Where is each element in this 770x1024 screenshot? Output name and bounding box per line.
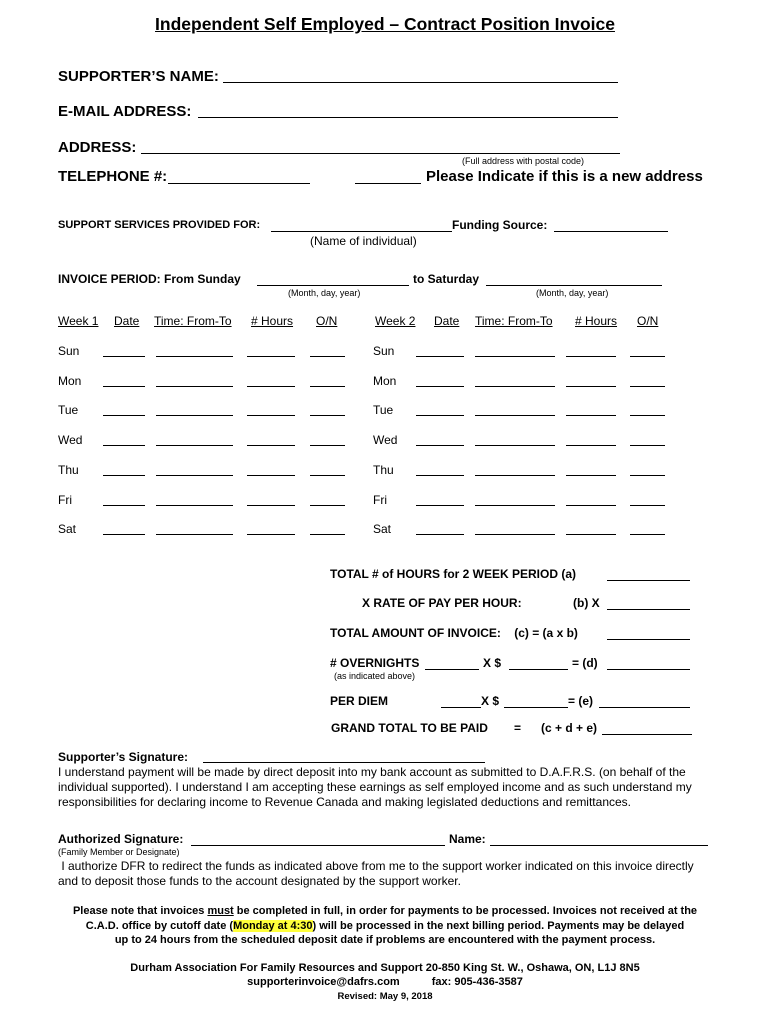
support-provided-label: SUPPORT SERVICES PROVIDED FOR: xyxy=(58,219,261,231)
week1-on-field[interactable] xyxy=(310,386,345,387)
week2-day-label: Thu xyxy=(373,462,394,477)
new-address-field[interactable] xyxy=(355,183,421,184)
invoice-period-label: INVOICE PERIOD: From Sunday xyxy=(58,272,241,286)
week2-time-field[interactable] xyxy=(475,356,555,357)
rate-label: X RATE OF PAY PER HOUR: xyxy=(362,596,522,610)
week2-hours-field[interactable] xyxy=(566,475,616,476)
week2-time-field[interactable] xyxy=(475,415,555,416)
rate-field[interactable] xyxy=(607,609,690,610)
week1-date-field[interactable] xyxy=(103,475,145,476)
week1-title: Week 1 xyxy=(58,314,99,328)
week2-time-header: Time: From-To xyxy=(475,314,553,328)
week2-time-field[interactable] xyxy=(475,386,555,387)
week1-date-field[interactable] xyxy=(103,505,145,506)
grand-total-formula: = (c + d + e) xyxy=(514,721,598,735)
rate-code: (b) X xyxy=(573,596,600,610)
supporter-declaration: I understand payment will be made by direct deposit into my bank account as submitted to D.A.F.R.S. (on behalf of the individual supported). I understand I am accepting these earnings as self employed income and as such understand my responsibilities for declaring income to Revenue Canada and making legislated deductions and remittances. xyxy=(58,765,692,809)
week1-time-field[interactable] xyxy=(156,534,233,535)
supporter-name-row xyxy=(58,68,219,85)
week1-on-header: O/N xyxy=(316,314,338,328)
week2-hours-field[interactable] xyxy=(566,415,616,416)
week1-day-label: Fri xyxy=(58,492,72,507)
week2-on-field[interactable] xyxy=(630,356,665,357)
week1-time-field[interactable] xyxy=(156,505,233,506)
footer xyxy=(0,961,770,1004)
per-diem-total-field[interactable] xyxy=(599,707,690,708)
total-hours-label: TOTAL # of HOURS for 2 WEEK PERIOD (a) xyxy=(330,567,577,581)
supporter-signature-label: Supporter’s Signature: xyxy=(58,750,189,764)
week1-day-label: Sun xyxy=(58,344,80,358)
week2-time-field[interactable] xyxy=(475,534,555,535)
week2-day-label: Fri xyxy=(373,492,387,507)
week1-hours-field[interactable] xyxy=(247,534,295,535)
authorization-text: I authorize DFR to redirect the funds as indicated above from me to the support worker indicated on this invoice directly and to deposit those funds to the account designated by the support worker. xyxy=(58,859,698,888)
email-field[interactable] xyxy=(198,117,618,118)
overnights-rate-field[interactable] xyxy=(509,669,568,670)
week2-date-field[interactable] xyxy=(416,356,464,357)
week2-hours-field[interactable] xyxy=(566,534,616,535)
overnights-d-code: = (d) xyxy=(572,656,598,670)
total-amount-field[interactable] xyxy=(607,639,690,640)
week1-on-field[interactable] xyxy=(310,415,345,416)
week2-on-field[interactable] xyxy=(630,475,665,476)
week2-day-label: Mon xyxy=(373,373,397,388)
week1-time-header: Time: From-To xyxy=(154,314,232,328)
footer-email: supporterinvoice@dafrs.com xyxy=(247,976,400,988)
notice-text-1: Please note that invoices xyxy=(72,905,208,917)
per-diem-count-field[interactable] xyxy=(441,707,481,708)
notice-highlight: Monday at 4:30 xyxy=(233,919,313,932)
notice-line-3: up to 24 hours from the scheduled deposit date if problems are encountered with the payment process. xyxy=(114,934,656,946)
notice-line-1 xyxy=(0,904,770,919)
from-sunday-field[interactable] xyxy=(257,285,409,286)
notice-text-3: C.A.D. office by cutoff date ( xyxy=(85,919,234,932)
week2-day-label: Sat xyxy=(373,522,392,537)
week1-time-field[interactable] xyxy=(156,415,233,416)
week2-time-field[interactable] xyxy=(475,445,555,446)
week2-day-label: Tue xyxy=(373,403,394,418)
week1-date-field[interactable] xyxy=(103,356,145,357)
week1-hours-field[interactable] xyxy=(247,386,295,387)
per-diem-e-code: = (e) xyxy=(568,694,594,708)
overnights-total-field[interactable] xyxy=(607,669,690,670)
funding-source-field[interactable] xyxy=(554,231,668,232)
week1-date-field[interactable] xyxy=(103,534,145,535)
new-address-label: Please Indicate if this is a new address xyxy=(426,168,703,185)
week2-date-field[interactable] xyxy=(416,505,464,506)
week1-hours-header: # Hours xyxy=(251,314,294,328)
week2-on-field[interactable] xyxy=(630,505,665,506)
week1-time-field[interactable] xyxy=(156,386,233,387)
to-saturday-field[interactable] xyxy=(486,285,662,286)
week1-on-field[interactable] xyxy=(310,505,345,506)
address-hint: (Full address with postal code) xyxy=(462,156,585,166)
week2-time-field[interactable] xyxy=(475,505,555,506)
week1-hours-field[interactable] xyxy=(247,475,295,476)
week2-hours-field[interactable] xyxy=(566,386,616,387)
supporter-name-field[interactable] xyxy=(223,82,618,83)
overnights-count-field[interactable] xyxy=(425,669,479,670)
week2-hours-field[interactable] xyxy=(566,505,616,506)
week1-on-field[interactable] xyxy=(310,356,345,357)
telephone-label: TELEPHONE #: xyxy=(58,168,168,185)
week1-date-field[interactable] xyxy=(103,445,145,446)
week1-day-label: Tue xyxy=(58,403,79,418)
telephone-field[interactable] xyxy=(168,183,310,184)
authorized-name-field[interactable] xyxy=(490,845,708,846)
per-diem-rate-field[interactable] xyxy=(504,707,568,708)
week2-on-field[interactable] xyxy=(630,386,665,387)
family-member-hint: (Family Member or Designate) xyxy=(58,847,180,857)
page-title: Independent Self Employed – Contract Position Invoice xyxy=(155,14,615,34)
to-saturday-label: to Saturday xyxy=(413,272,480,286)
grand-total-field[interactable] xyxy=(602,734,692,735)
week1-date-field[interactable] xyxy=(103,415,145,416)
week2-hours-field[interactable] xyxy=(566,356,616,357)
per-diem-x-dollar: X $ xyxy=(481,694,500,708)
week1-time-field[interactable] xyxy=(156,445,233,446)
week2-date-header: Date xyxy=(434,314,460,328)
week1-hours-field[interactable] xyxy=(247,445,295,446)
week1-hours-field[interactable] xyxy=(247,505,295,506)
notice-line-2 xyxy=(0,919,770,934)
supporter-name-label: SUPPORTER’S NAME: xyxy=(58,68,219,85)
email-label: E-MAIL ADDRESS: xyxy=(58,103,192,120)
week1-on-field[interactable] xyxy=(310,445,345,446)
week2-on-field[interactable] xyxy=(630,445,665,446)
week1-hours-field[interactable] xyxy=(247,356,295,357)
as-indicated-hint: (as indicated above) xyxy=(334,671,416,681)
week1-date-header: Date xyxy=(114,314,140,328)
notice xyxy=(0,904,770,948)
notice-text-2: be completed in full, in order for payments to be processed. Invoices not received at the xyxy=(233,905,698,917)
week1-day-label: Thu xyxy=(58,462,79,477)
footer-contact xyxy=(0,975,770,989)
name-hint: (Name of individual) xyxy=(310,234,417,248)
footer-revised: Revised: May 9, 2018 xyxy=(337,991,433,1002)
week2-date-field[interactable] xyxy=(416,445,464,446)
total-hours-field[interactable] xyxy=(607,580,690,581)
supporter-signature-field[interactable] xyxy=(203,762,485,763)
week1-on-field[interactable] xyxy=(310,475,345,476)
week1-on-field[interactable] xyxy=(310,534,345,535)
week2-date-field[interactable] xyxy=(416,386,464,387)
week2-date-field[interactable] xyxy=(416,475,464,476)
authorized-signature-label: Authorized Signature: xyxy=(58,832,184,846)
authorized-signature-field[interactable] xyxy=(191,845,445,846)
overnights-x-dollar: X $ xyxy=(483,656,502,670)
week2-hours-field[interactable] xyxy=(566,445,616,446)
grand-total-label: GRAND TOTAL TO BE PAID xyxy=(331,721,488,735)
week2-time-field[interactable] xyxy=(475,475,555,476)
to-date-hint: (Month, day, year) xyxy=(536,288,609,298)
support-provided-field[interactable] xyxy=(271,231,452,232)
week2-on-header: O/N xyxy=(637,314,659,328)
notice-must: must xyxy=(207,905,234,917)
week1-date-field[interactable] xyxy=(103,386,145,387)
week2-on-field[interactable] xyxy=(630,415,665,416)
funding-source-label: Funding Source: xyxy=(452,218,548,232)
authorized-name-label: Name: xyxy=(449,832,486,846)
week1-day-label: Sat xyxy=(58,522,77,537)
footer-org: Durham Association For Family Resources and Support 20-850 King St. W., Oshawa, ON, L1J 8N5 xyxy=(130,962,640,974)
week2-day-label: Wed xyxy=(373,433,398,448)
footer-fax: fax: 905-436-3587 xyxy=(431,976,523,988)
notice-text-4: ) will be processed in the next billing period. Payments may be delayed xyxy=(312,919,685,932)
week2-hours-header: # Hours xyxy=(575,314,618,328)
address-field[interactable] xyxy=(141,153,620,154)
week1-time-field[interactable] xyxy=(156,475,233,476)
address-label: ADDRESS: xyxy=(58,139,137,156)
week1-day-label: Wed xyxy=(58,433,83,448)
week2-date-field[interactable] xyxy=(416,534,464,535)
week1-hours-field[interactable] xyxy=(247,415,295,416)
week2-date-field[interactable] xyxy=(416,415,464,416)
from-date-hint: (Month, day, year) xyxy=(288,288,361,298)
per-diem-label: PER DIEM xyxy=(330,694,389,708)
total-amount-label: TOTAL AMOUNT OF INVOICE: (c) = (a x b) xyxy=(330,626,578,640)
week1-time-field[interactable] xyxy=(156,356,233,357)
week2-title: Week 2 xyxy=(375,314,416,328)
overnights-label: # OVERNIGHTS xyxy=(330,656,420,670)
week2-day-label: Sun xyxy=(373,344,395,358)
week1-day-label: Mon xyxy=(58,373,82,388)
week2-on-field[interactable] xyxy=(630,534,665,535)
